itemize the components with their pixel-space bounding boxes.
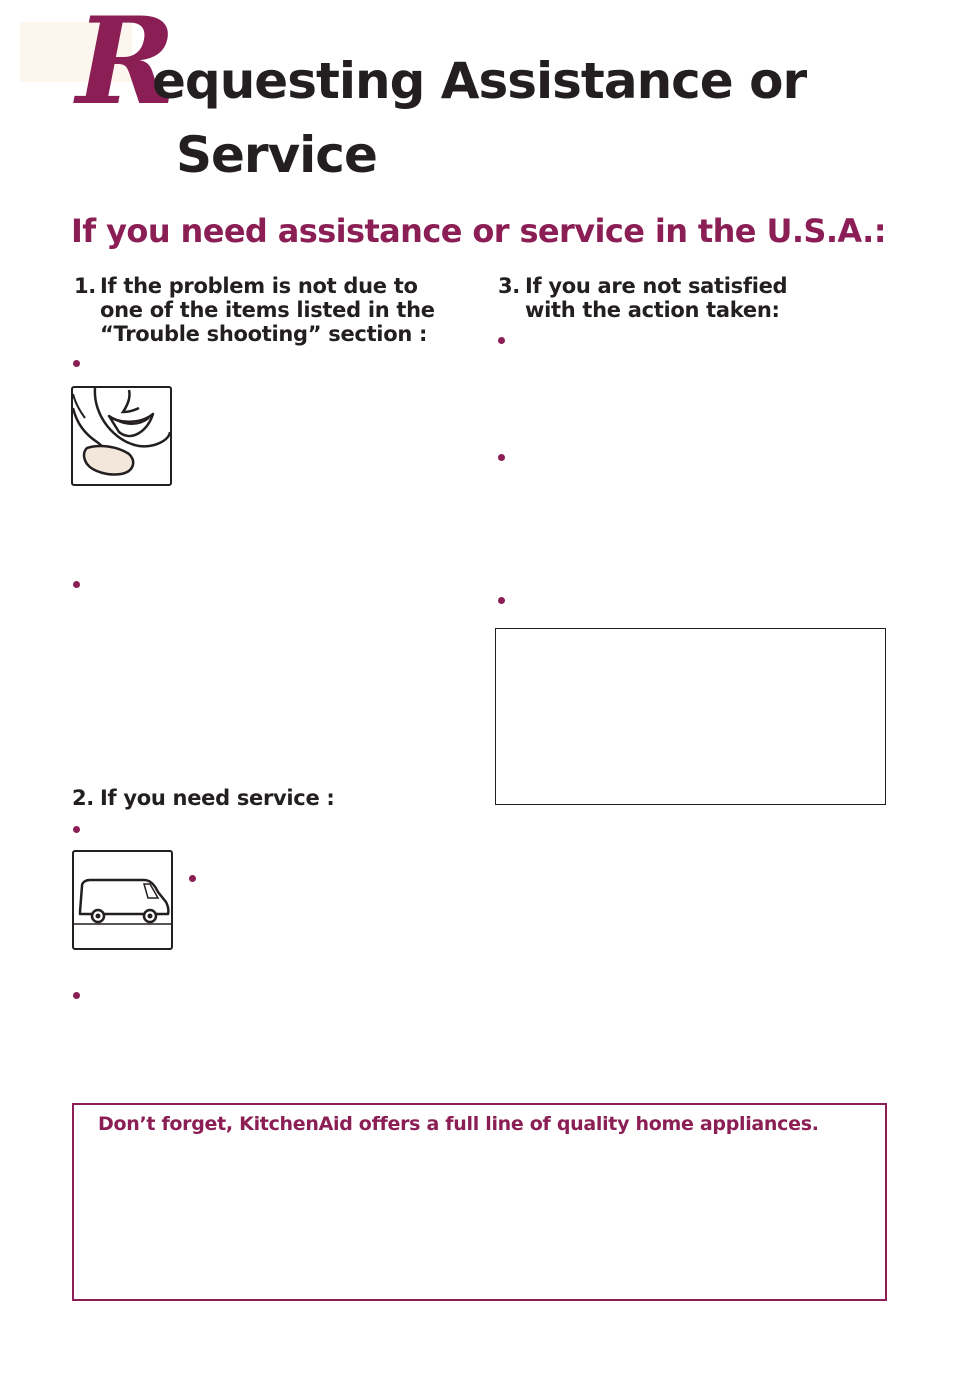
address-box: [495, 628, 886, 805]
footer-text: Don’t forget, KitchenAid offers a full line of quality home appliances.: [98, 1113, 819, 1135]
title-drop-cap: R: [76, 0, 176, 132]
step-1-bullet-1: [73, 360, 80, 367]
footer-box: [72, 1103, 887, 1301]
step-3-bullet-2: [498, 454, 505, 461]
step-1-line-1: If the problem is not due to: [100, 274, 418, 298]
step-2-number: 2.: [72, 786, 94, 810]
step-2-bullet-2: [189, 875, 196, 882]
step-3-bullet-1: [498, 337, 505, 344]
step-2-heading: [72, 786, 335, 810]
step-1-number: 1.: [74, 274, 96, 298]
step-1-line-2: one of the items listed in the: [100, 298, 435, 322]
step-2-bullet-1: [73, 826, 80, 833]
step-3-number: 3.: [498, 274, 520, 298]
section-subtitle: If you need assistance or service in the U.S.A.:: [71, 212, 886, 250]
step-3-heading: [498, 274, 787, 322]
title-line-2: Service: [176, 126, 377, 184]
step-3-bullet-3: [498, 597, 505, 604]
step-2-bullet-3: [73, 992, 80, 999]
phone-call-icon-graphic: [73, 388, 170, 484]
service-van-icon: [72, 850, 173, 950]
step-1-bullet-2: [73, 581, 80, 588]
title-line-1: equesting Assistance or: [152, 52, 807, 110]
service-van-icon-graphic: [74, 852, 171, 948]
step-3-line-1: If you are not satisfied: [525, 274, 788, 298]
step-2-line-1: If you need service :: [100, 786, 335, 810]
phone-call-icon: [71, 386, 172, 486]
step-1-heading: [74, 274, 435, 346]
step-1-line-3: “Trouble shooting” section :: [100, 322, 428, 346]
step-3-line-2: with the action taken:: [525, 298, 780, 322]
